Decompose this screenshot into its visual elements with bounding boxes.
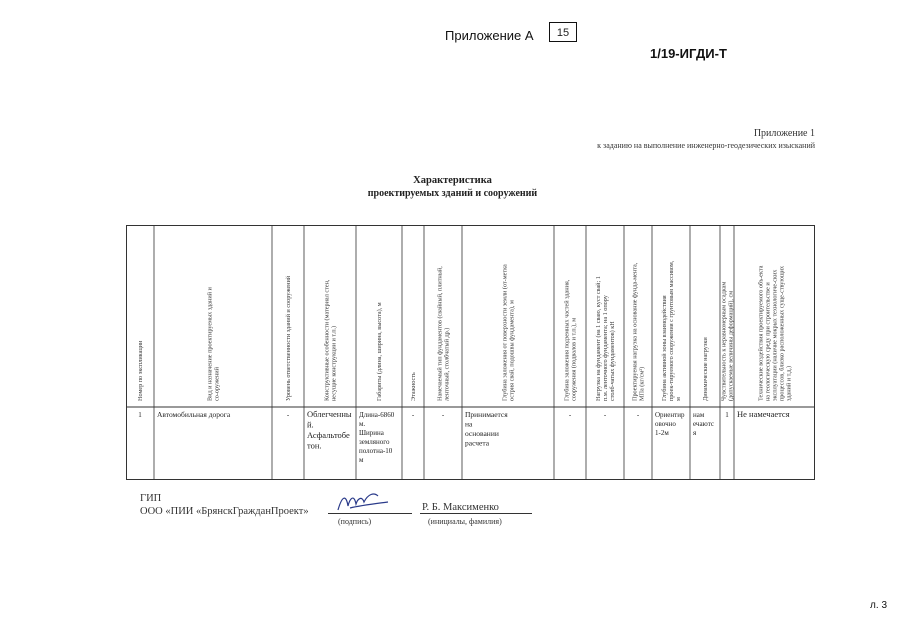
column-header-text: процессов, близко расположенных суще-ствующих (778, 265, 786, 401)
column-header-text: Глубина заложения подземных частей здания, (563, 279, 571, 401)
table-data-cell (359, 411, 395, 464)
cell-text: земляного (359, 438, 390, 446)
cell-text: Принимается (465, 410, 508, 419)
cell-text: расчета (465, 438, 490, 448)
column-header-text: Конструктивные особенности (материал стен, (323, 279, 331, 401)
table-data-cell (138, 411, 142, 419)
table-header-cell (323, 279, 337, 401)
appendix-note-subtitle: к заданию на выполнение инженерно-геодезических изысканий (597, 141, 815, 150)
column-header-text: со-оружений (213, 367, 221, 401)
document-title: Характеристика (413, 175, 492, 186)
column-header-text: ленточный, столбчатый др.) (443, 327, 451, 401)
column-header-text: сооружения (подвалов и т.п.), м (570, 317, 578, 401)
signer-name: Р. Б. Максименко (422, 502, 499, 513)
table-header-cell (720, 282, 734, 401)
cell-text: 1 (725, 411, 729, 419)
column-header-text: Уровень ответственности зданий и сооружений (284, 275, 292, 401)
cell-text: Асфальтобе (307, 430, 350, 440)
cell-text: - (568, 411, 572, 419)
table-data-cell (465, 410, 508, 448)
table-data-cell (655, 411, 685, 437)
column-header-text: МПа (кг/см²) (638, 366, 646, 401)
column-header-text: эксплуатации (наличие мокрых технологиче-ских (771, 269, 779, 401)
cell-text: й. (307, 419, 314, 430)
table-data-cell (412, 411, 415, 419)
cell-text: ечаютс (693, 420, 714, 428)
handwritten-signature (332, 488, 392, 516)
column-header-text: м (674, 397, 682, 401)
document-code: 1/19-ИГДИ-Т (650, 46, 727, 61)
cell-text: Облегченны (307, 409, 352, 419)
column-header-text: Глубина активной зоны взаимодействия (660, 295, 668, 401)
table-data-cell (637, 411, 640, 419)
signer-role: ГИП (140, 493, 162, 504)
name-line (420, 513, 532, 514)
column-header-text: Чувствительность к неравномерным осадкам (720, 281, 728, 401)
column-header-text: несущие конструкции и т.п.) (330, 325, 338, 401)
column-header-text: Динамические нагрузки (701, 337, 709, 401)
table-header-cell (376, 302, 383, 401)
cell-text: основании (465, 429, 499, 438)
cell-text: нам (693, 411, 705, 419)
table-header-cell (501, 264, 515, 401)
table-data-cell (157, 410, 231, 419)
appendix-label: Приложение А (445, 28, 534, 43)
table-data-cell (569, 411, 572, 419)
column-header-text: Проектируемая нагрузка на основание фунда-мента, (631, 262, 639, 401)
column-header-text: Вид и назначение проектируемых зданий и (206, 287, 214, 401)
column-header-text: Номер по экспликации (136, 340, 144, 401)
cell-text: - (411, 411, 415, 419)
table-header-cell (595, 276, 616, 401)
table-data-cell (307, 409, 352, 451)
table-header-cell (410, 372, 417, 401)
column-header-text: п.м. ленточного фундамента; на 1 опору (601, 295, 609, 401)
cell-text: - (441, 411, 445, 419)
signature-caption: (подпись) (338, 517, 372, 526)
cell-text: м. (359, 420, 366, 428)
column-header-text: на геологическую среду при строительстве и (764, 282, 772, 401)
column-header-text: проек-тируемого сооружения с грунтовым массивом, (667, 260, 675, 401)
cell-text: 1-2м (655, 429, 669, 437)
table-header-cell (757, 265, 792, 401)
table-data-cell (442, 411, 445, 419)
cell-text: - (603, 411, 607, 419)
table-header-cell (436, 266, 450, 401)
page-number-box: 15 (549, 22, 577, 42)
cell-text: Ориентир (655, 411, 685, 419)
appendix-note-title: Приложение 1 (753, 128, 815, 139)
column-header-text: (допускаемые величины деформаций), см (727, 290, 735, 401)
cell-text: на (465, 419, 473, 429)
cell-text: - (636, 411, 640, 419)
table-header-cell (661, 260, 682, 401)
cell-text: тон. (307, 440, 322, 451)
column-header-text: столб-чатых фундаментов) кН (608, 321, 616, 401)
column-header-text: Нагрузка на фундамент (на 1 сваю, куст свай; 1 (594, 276, 602, 401)
column-header-text: Габариты (длина, ширина, высота), м (375, 302, 383, 401)
cell-text: Ширина (359, 429, 384, 437)
cell-text: я (693, 429, 697, 437)
document-subtitle: проектируемых зданий и сооружений (367, 188, 538, 199)
cell-text: полотна-10 (359, 447, 393, 455)
table-data-cell (287, 411, 290, 419)
table-data-cell (725, 411, 729, 419)
table-data-cell (604, 411, 607, 419)
name-caption: (инициалы, фамилия) (428, 517, 502, 526)
cell-text: 1 (138, 411, 142, 419)
cell-text: - (286, 411, 290, 419)
column-header-text: острия свай, подошвы фундамента), м (508, 300, 516, 401)
cell-text: Автомобильная дорога (157, 410, 231, 419)
column-header-text: Технические воздействия проектируемого объ-екта (757, 265, 765, 401)
cell-text: м (359, 456, 364, 464)
sheet-number: л. 3 (870, 600, 887, 611)
signer-organization: ООО «ПИИ «БрянскГражданПроект» (140, 506, 309, 517)
cell-text: овочно (655, 420, 676, 428)
table-header-cell (285, 275, 292, 401)
column-header-text: Глубина заложения от поверхности земли (от-метка (501, 264, 509, 401)
column-header-text: Намечаемый тип фундаментов (свайный, плитный, (436, 266, 444, 401)
table-header-cell (137, 340, 144, 401)
table-data-cell (737, 409, 790, 419)
signature-line (328, 513, 412, 514)
table-header-cell (563, 279, 577, 401)
table-header-cell (702, 337, 709, 401)
column-header-text: Этажность (409, 372, 417, 401)
table-header-cell (631, 262, 645, 401)
column-header-text: зданий и т.д.) (785, 365, 793, 401)
table-data-cell (693, 411, 714, 437)
cell-text: Не намечается (737, 409, 790, 419)
table-header-cell (206, 286, 220, 401)
characteristics-table (126, 225, 815, 480)
cell-text: Длина-6860 (359, 411, 395, 419)
